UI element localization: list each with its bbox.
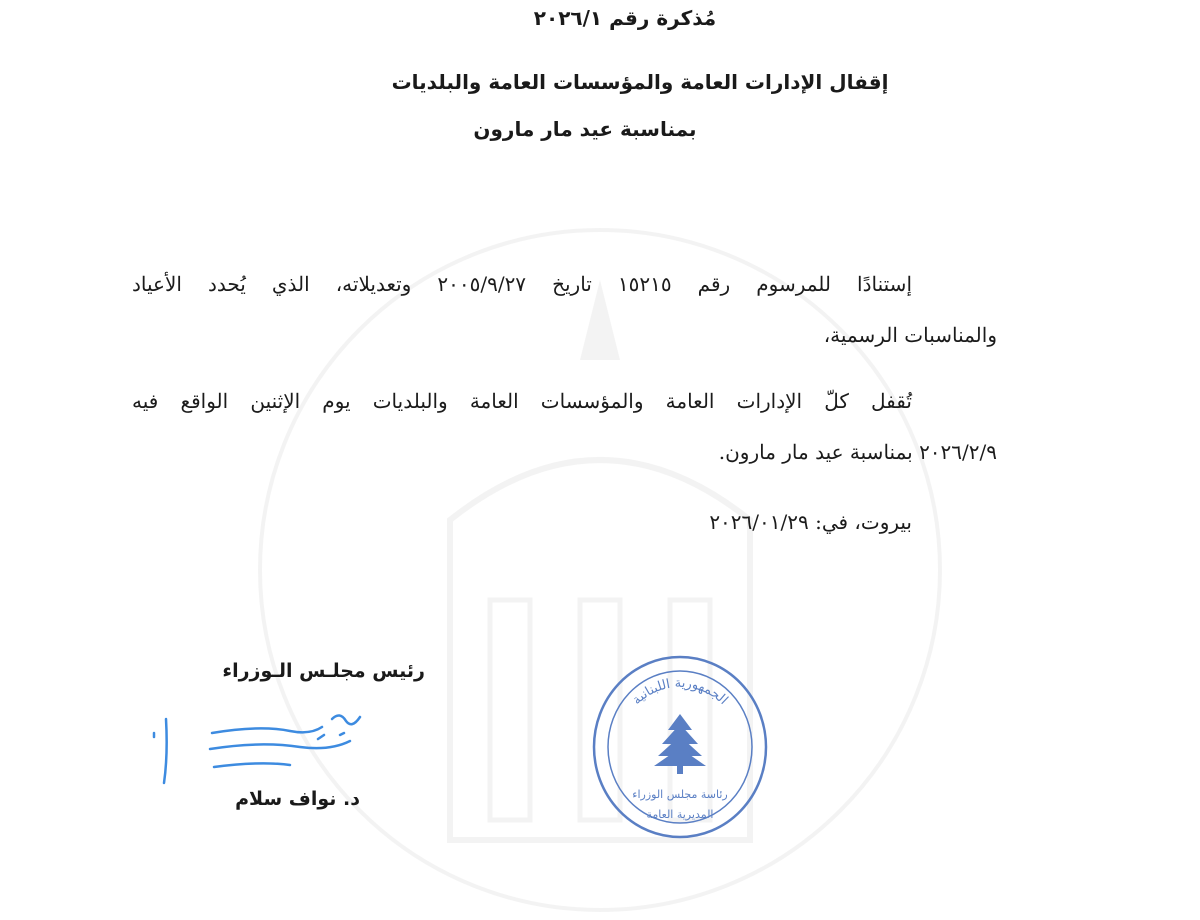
svg-text:المديرية العامة: المديرية العامة <box>646 808 714 821</box>
paragraph-1-line-1: إستنادًا للمرسوم رقم ١٥٢١٥ تاريخ ٢٠٠٥/٩/٢٧ وتعديلاته، الذي يُحدد الأعياد <box>132 272 912 296</box>
place-and-date: بيروت، في: ٢٠٢٦/٠١/٢٩ <box>709 510 912 534</box>
handwritten-signature-icon <box>140 705 380 795</box>
paragraph-2-line-1: تُقفل كلّ الإدارات العامة والمؤسسات العامة والبلديات يوم الإثنين الواقع فيه <box>132 389 912 413</box>
signer-title: رئيس مجلـس الـوزراء <box>222 660 425 682</box>
memo-title: إقفال الإدارات العامة والمؤسسات العامة والبلديات <box>391 70 889 94</box>
official-stamp-icon <box>590 652 770 842</box>
svg-text:الجمهورية اللبنانية: الجمهورية اللبنانية <box>629 675 731 708</box>
svg-text:رئاسة مجلس الوزراء: رئاسة مجلس الوزراء <box>632 788 728 801</box>
paragraph-2-line-2: ٢٠٢٦/٢/٩ بمناسبة عيد مار مارون. <box>718 440 997 464</box>
memo-subtitle: بمناسبة عيد مار مارون <box>473 117 697 141</box>
memo-number: مُذكرة رقم ٢٠٢٦/١ <box>533 6 717 30</box>
paragraph-1-line-2: والمناسبات الرسمية، <box>823 323 997 347</box>
signer-name: د. نواف سلام <box>235 788 360 810</box>
